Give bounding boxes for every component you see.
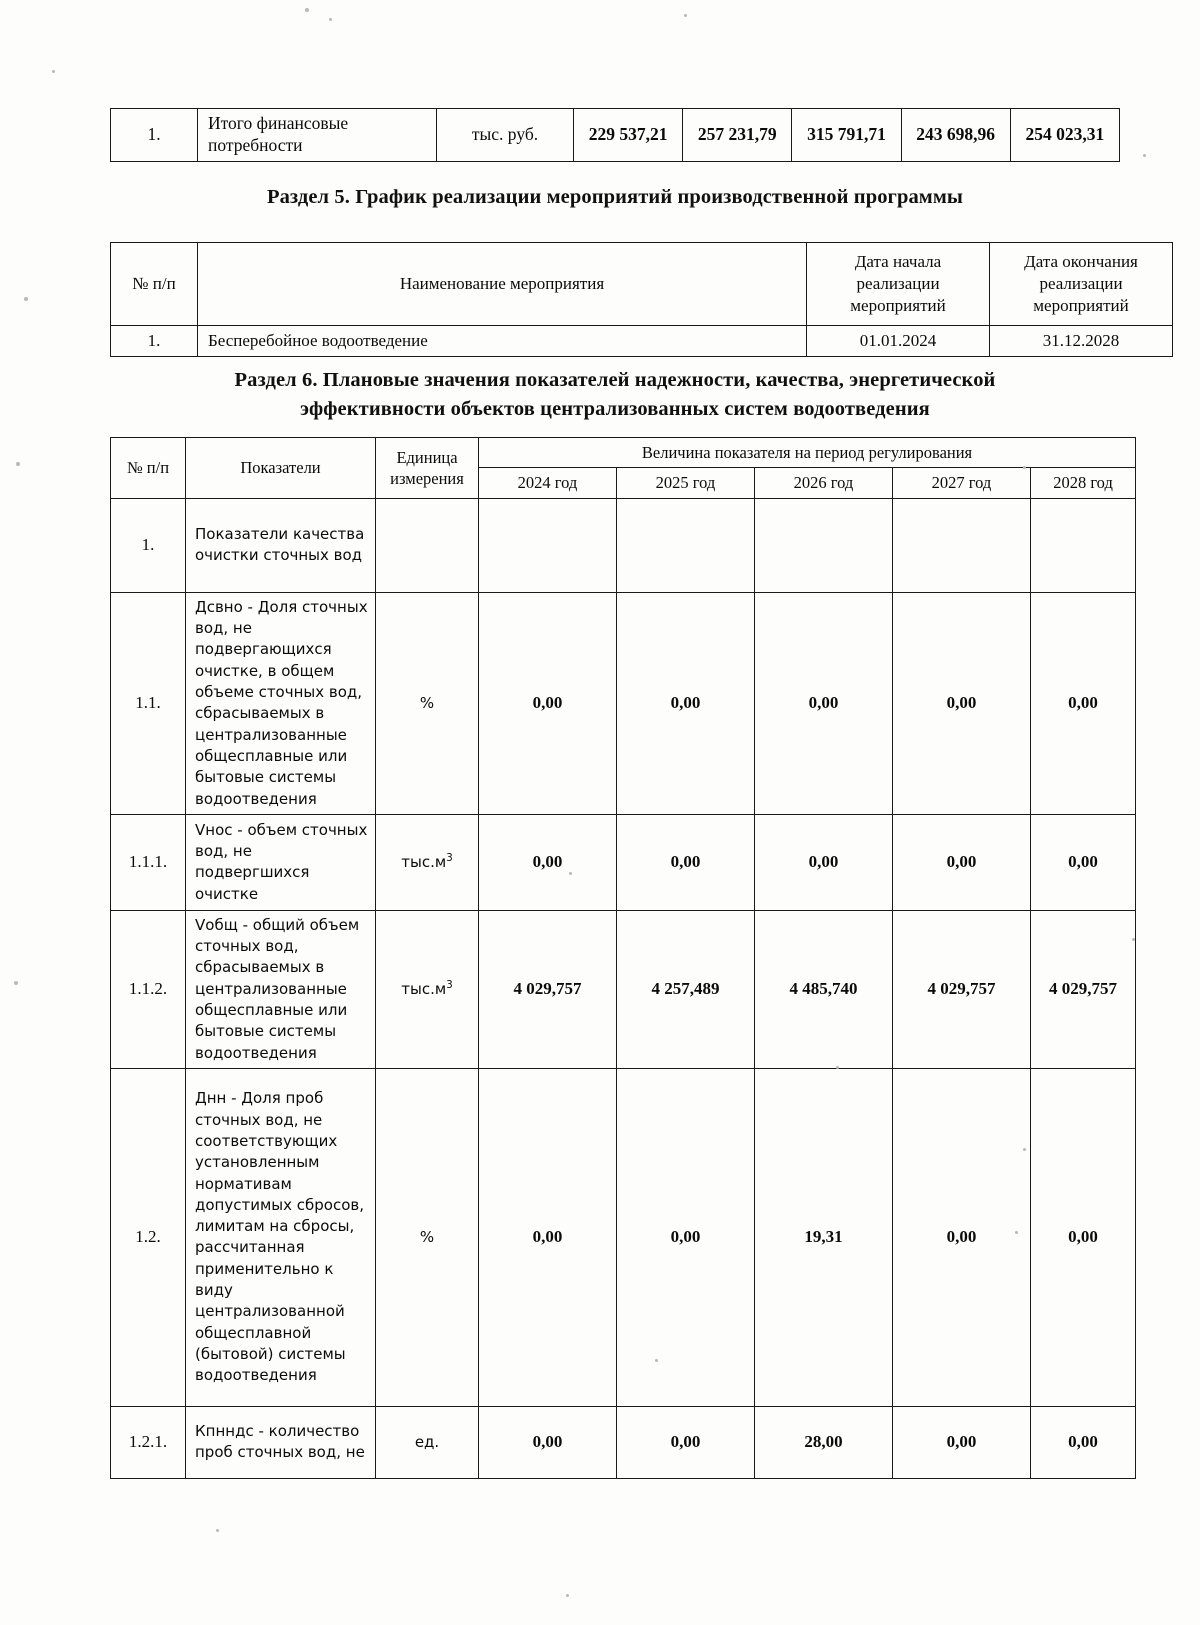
table-row [111, 1406, 1136, 1478]
schedule-table [110, 242, 1173, 357]
indicator-value-2028: 0,00 [1031, 1406, 1136, 1478]
indicator-value-2028 [1031, 498, 1136, 592]
indicators-header-no: № п/п [111, 438, 186, 499]
indicators-header-unit-line1: Единица [396, 447, 458, 467]
indicators-table-body [111, 498, 1136, 1478]
indicator-value-2027: 0,00 [893, 814, 1031, 910]
indicator-value-2024: 0,00 [479, 1068, 617, 1406]
finance-summary-table [110, 108, 1120, 162]
schedule-row-name: Бесперебойное водоотведение [198, 326, 807, 357]
indicator-value-2028: 4 029,757 [1031, 910, 1136, 1068]
indicator-unit-exponent: 3 [446, 853, 453, 865]
indicator-value-2024: 0,00 [479, 1406, 617, 1478]
indicators-header-year-2027: 2027 год [893, 468, 1031, 498]
table-row [111, 326, 1173, 357]
indicator-name: Днн - Доля проб сточных вод, не соответствующих установленным нормативам допустимых сбросов, лимитам на сбросы, рассчитанная применительно к виду централизованной общесплавной (бытовой) системы водоотведения [186, 1068, 376, 1406]
indicator-value-2025 [617, 498, 755, 592]
section-6-heading-line1: Раздел 6. Плановые значения показателей надежности, качества, энергетической [234, 369, 996, 391]
indicator-value-2026: 4 485,740 [755, 910, 893, 1068]
finance-value-2028: 254 023,31 [1010, 109, 1119, 162]
indicators-header-unit [376, 438, 479, 499]
table-row [111, 498, 1136, 592]
table-header-row-top [111, 438, 1136, 468]
indicator-unit [376, 498, 479, 592]
indicator-value-2027: 0,00 [893, 1068, 1031, 1406]
indicator-value-2027 [893, 498, 1031, 592]
indicator-name: Показатели качества очистки сточных вод [186, 498, 376, 592]
indicator-value-2028: 0,00 [1031, 814, 1136, 910]
indicator-value-2025: 0,00 [617, 814, 755, 910]
indicator-value-2027: 0,00 [893, 592, 1031, 814]
schedule-header-start: Дата начала реализации мероприятий [807, 243, 990, 326]
indicator-value-2025: 0,00 [617, 1068, 755, 1406]
indicator-value-2024: 0,00 [479, 592, 617, 814]
indicators-header-year-2026: 2026 год [755, 468, 893, 498]
indicator-value-2028: 0,00 [1031, 1068, 1136, 1406]
section-6-heading-line2: эффективности объектов централизованных систем водоотведения [300, 398, 930, 421]
table-row [111, 814, 1136, 910]
indicator-number: 1.1. [111, 592, 186, 814]
indicators-table [110, 437, 1136, 1479]
indicator-unit-exponent: 3 [446, 980, 453, 992]
indicator-value-2026: 0,00 [755, 814, 893, 910]
table-row [111, 1068, 1136, 1406]
indicator-value-2026: 0,00 [755, 592, 893, 814]
indicators-header-unit-line2: измерения [390, 468, 464, 488]
finance-row-unit: тыс. руб. [437, 109, 574, 162]
indicator-value-2025: 4 257,489 [617, 910, 755, 1068]
indicator-value-2025: 0,00 [617, 592, 755, 814]
indicator-number: 1.2.1. [111, 1406, 186, 1478]
section-5-heading: Раздел 5. График реализации мероприятий производственной программы [266, 186, 964, 208]
indicator-unit [376, 910, 479, 1068]
indicator-name: Vобщ - общий объем сточных вод, сбрасываемых в централизованные общесплавные или бытовые системы водоотведения [186, 910, 376, 1068]
indicator-number: 1. [111, 498, 186, 592]
indicator-name: Дсвно - Доля сточных вод, не подвергающихся очистке, в общем объеме сточных вод, сбрасываемых в централизованные общесплавные или бытовые системы водоотведения [186, 592, 376, 814]
indicator-value-2027: 4 029,757 [893, 910, 1031, 1068]
schedule-header-name: Наименование мероприятия [198, 243, 807, 326]
indicator-value-2026: 28,00 [755, 1406, 893, 1478]
section-6-heading [110, 366, 1120, 424]
schedule-row-number: 1. [111, 326, 198, 357]
table-row [111, 910, 1136, 1068]
indicator-unit: ед. [376, 1406, 479, 1478]
indicators-header-year-2024: 2024 год [479, 468, 617, 498]
schedule-header-end: Дата окончания реализации мероприятий [990, 243, 1173, 326]
indicator-name: Кпнндс - количество проб сточных вод, не [186, 1406, 376, 1478]
indicator-value-2024: 0,00 [479, 814, 617, 910]
indicator-value-2028: 0,00 [1031, 592, 1136, 814]
indicator-unit: % [376, 592, 479, 814]
indicator-name: Vнос - объем сточных вод, не подвергшихся очистке [186, 814, 376, 910]
indicators-header-name: Показатели [186, 438, 376, 499]
schedule-header-no: № п/п [111, 243, 198, 326]
indicators-header-year-2028: 2028 год [1031, 468, 1136, 498]
indicator-value-2025: 0,00 [617, 1406, 755, 1478]
finance-value-2027: 243 698,96 [901, 109, 1010, 162]
table-row [111, 109, 1120, 162]
indicator-value-2027: 0,00 [893, 1406, 1031, 1478]
indicators-header-span: Величина показателя на период регулирования [479, 438, 1136, 468]
indicators-header-year-2025: 2025 год [617, 468, 755, 498]
finance-value-2026: 315 791,71 [792, 109, 901, 162]
indicator-value-2024 [479, 498, 617, 592]
finance-row-name: Итого финансовые потребности [198, 109, 437, 162]
indicator-number: 1.2. [111, 1068, 186, 1406]
finance-value-2024: 229 537,21 [574, 109, 683, 162]
indicator-number: 1.1.2. [111, 910, 186, 1068]
finance-row-number: 1. [111, 109, 198, 162]
indicator-value-2026: 19,31 [755, 1068, 893, 1406]
schedule-row-start: 01.01.2024 [807, 326, 990, 357]
table-row [111, 592, 1136, 814]
schedule-row-end: 31.12.2028 [990, 326, 1173, 357]
table-header-row [111, 243, 1173, 326]
indicator-value-2024: 4 029,757 [479, 910, 617, 1068]
finance-value-2025: 257 231,79 [683, 109, 792, 162]
indicator-value-2026 [755, 498, 893, 592]
indicator-number: 1.1.1. [111, 814, 186, 910]
indicator-unit-base: тыс.м [401, 980, 447, 999]
indicator-unit: % [376, 1068, 479, 1406]
indicator-unit-base: тыс.м [401, 853, 447, 872]
indicator-unit [376, 814, 479, 910]
